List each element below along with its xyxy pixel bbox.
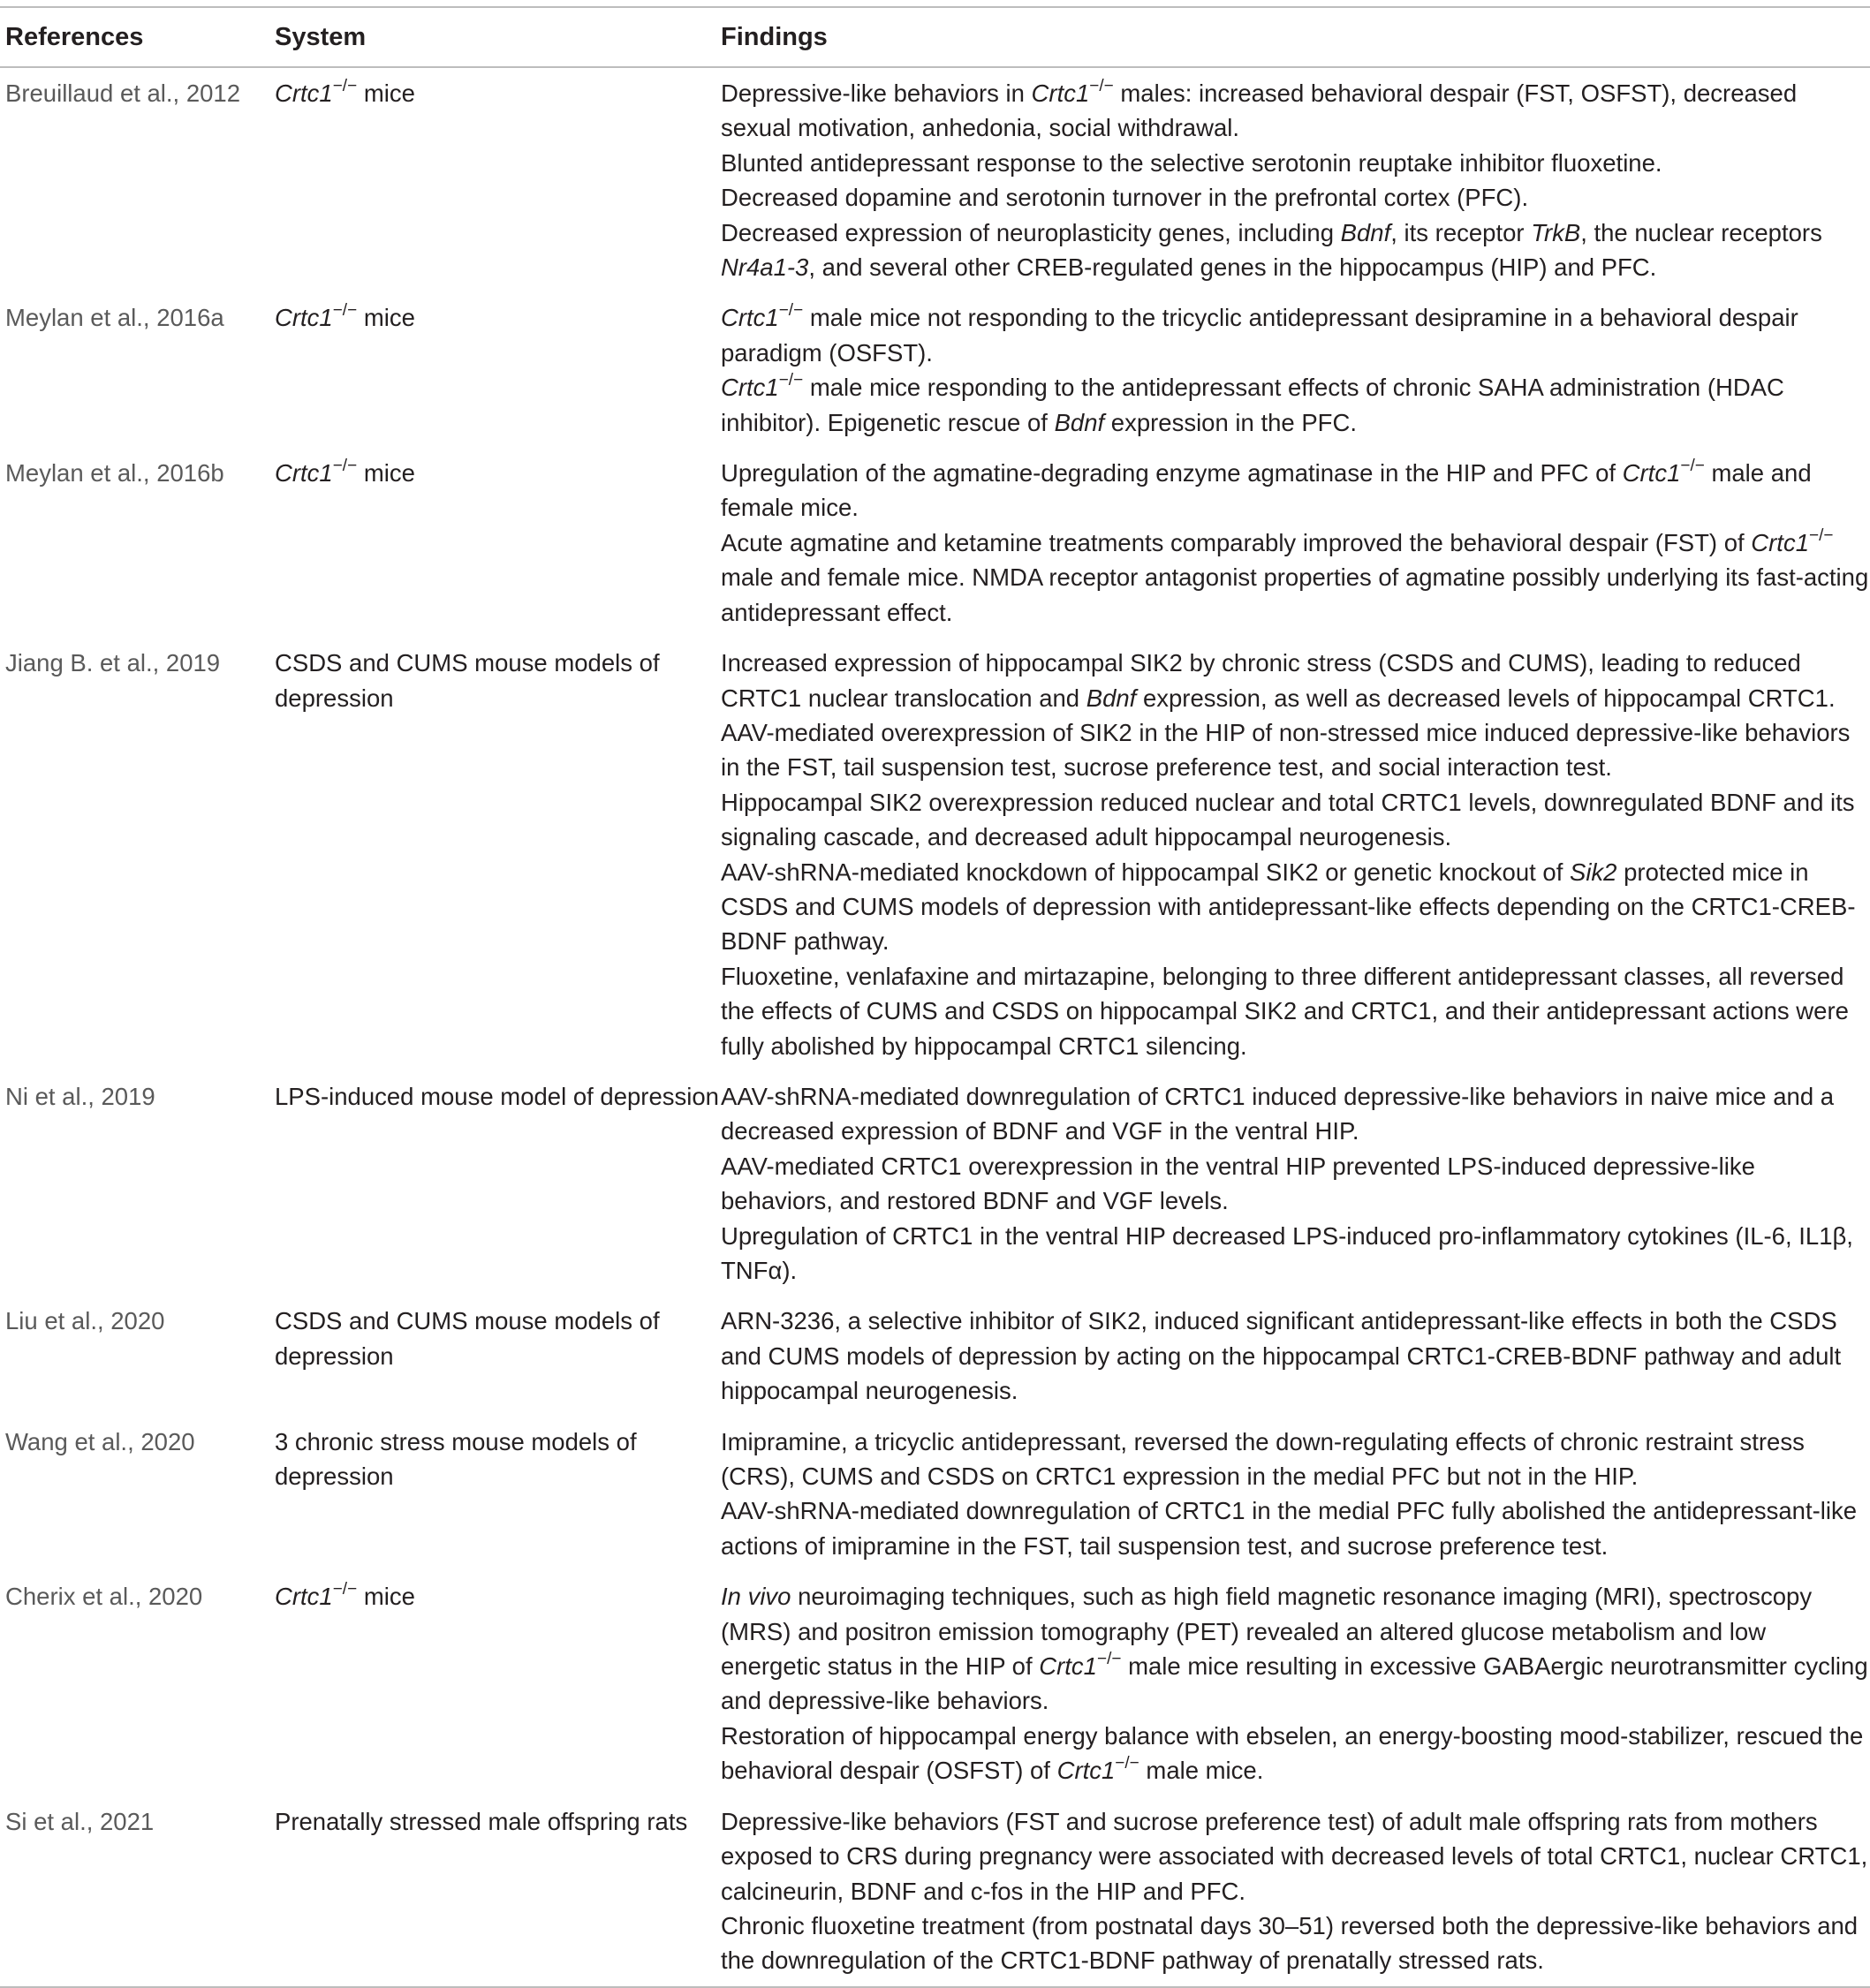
reference-cell: Breuillaud et al., 2012 [5, 79, 241, 107]
findings-cell [720, 292, 1870, 448]
system-cell: Crtc1−/− mice [275, 457, 415, 488]
reference-cell: Si et al., 2021 [5, 1807, 155, 1835]
findings-table-container [0, 6, 1870, 1988]
finding-text: Acute agmatine and ketamine treatments comparably improved the behavioral despair (FST) of Crtc1−/− male and female mice. NMDA receptor antagonist properties of agmatine possibly underlying its fast-acting antidepressant effect. [721, 525, 1869, 626]
finding-text: Imipramine, a tricyclic antidepressant, reversed the down-regulating effects of chronic restraint stress (CRS), CUMS and CSDS on CRTC1 expression in the medial PFC but not in the HIP. [721, 1427, 1805, 1491]
finding-text: In vivo neuroimaging techniques, such as high field magnetic resonance imaging (MRI), spectroscopy (MRS) and positron emission tomography (PET) revealed an altered glucose metabolism and low energetic status in the HIP of Crtc1−/− male mice resulting in excessive GABAergic neurotransmitter cycling and depressive-like behaviors. [721, 1583, 1868, 1715]
system-cell: CSDS and CUMS mouse models of depression [275, 649, 660, 712]
finding-text: Depressive-like behaviors in Crtc1−/− males: increased behavioral despair (FST, OSFST), decreased sexual motivation, anhedonia, social withdrawal. [721, 77, 1798, 142]
reference-cell: Jiang B. et al., 2019 [5, 649, 221, 677]
finding-text: Blunted antidepressant response to the selective serotonin reuptake inhibitor fluoxetine. [721, 148, 1662, 177]
system-cell: Crtc1−/− mice [275, 1580, 415, 1611]
table-row [0, 67, 1870, 292]
findings-table [0, 6, 1870, 1988]
findings-cell [720, 1796, 1870, 1987]
table-row [0, 1796, 1870, 1987]
table-row [0, 1071, 1870, 1296]
findings-cell [720, 1417, 1870, 1572]
finding-text: Fluoxetine, venlafaxine and mirtazapine, belonging to three different antidepressant classes, all reversed the effects of CUMS and CSDS on hippocampal SIK2 and CRTC1, and their antidepressant actions were fully abolished by hippocampal CRTC1 silencing. [721, 962, 1849, 1060]
system-cell: Prenatally stressed male offspring rats [275, 1807, 688, 1835]
findings-cell [720, 638, 1870, 1071]
reference-cell: Cherix et al., 2020 [5, 1583, 203, 1611]
system-cell: CSDS and CUMS mouse models of depression [275, 1307, 660, 1370]
header-references: References [5, 23, 144, 51]
finding-text: Crtc1−/− male mice not responding to the tricyclic antidepressant desipramine in a behavioral despair paradigm (OSFST). [721, 301, 1798, 367]
finding-text: AAV-shRNA-mediated downregulation of CRTC1 induced depressive-like behaviors in naive mice and a decreased expression of BDNF and VGF in the ventral HIP. [721, 1082, 1835, 1145]
reference-cell: Wang et al., 2020 [5, 1427, 195, 1455]
system-cell: 3 chronic stress mouse models of depression [275, 1427, 637, 1491]
table-row [0, 1417, 1870, 1572]
finding-text: Depressive-like behaviors (FST and sucrose preference test) of adult male offspring rats from mothers exposed to CRS during pregnancy were associated with decreased levels of total CRTC1, nuclear CRTC1, calcineurin, BDNF and c-fos in the HIP and PFC. [721, 1807, 1868, 1905]
finding-text: Upregulation of the agmatine-degrading enzyme agmatinase in the HIP and PFC of Crtc1−/− male and female mice. [721, 457, 1812, 522]
finding-text: AAV-mediated CRTC1 overexpression in the ventral HIP prevented LPS-induced depressive-like behaviors, and restored BDNF and VGF levels. [721, 1152, 1755, 1215]
table-body [0, 67, 1870, 1987]
finding-text: Crtc1−/− male mice responding to the antidepressant effects of chronic SAHA administration (HDAC inhibitor). Epigenetic rescue of Bdnf expression in the PFC. [721, 371, 1784, 436]
finding-text: Hippocampal SIK2 overexpression reduced nuclear and total CRTC1 levels, downregulated BDNF and its signaling cascade, and decreased adult hippocampal neurogenesis. [721, 788, 1855, 851]
system-cell: LPS-induced mouse model of depression [275, 1082, 719, 1110]
header-row [0, 7, 1870, 67]
finding-text: AAV-shRNA-mediated downregulation of CRTC1 in the medial PFC fully abolished the antidepressant-like actions of imipramine in the FST, tail suspension test, and sucrose preference test. [721, 1497, 1858, 1560]
finding-text: ARN-3236, a selective inhibitor of SIK2, induced significant antidepressant-like effects in both the CSDS and CUMS models of depression by acting on the hippocampal CRTC1-CREB-BDNF pathway and adult hippocampal neurogenesis. [721, 1307, 1842, 1405]
header-findings: Findings [721, 23, 828, 51]
system-cell: Crtc1−/− mice [275, 301, 415, 332]
finding-text: Restoration of hippocampal energy balance with ebselen, an energy-boosting mood-stabilizer, rescued the behavioral despair (OSFST) of Crtc1−/− male mice. [721, 1721, 1864, 1785]
finding-text: Upregulation of CRTC1 in the ventral HIP decreased LPS-induced pro-inflammatory cytokines (IL-6, IL1β, TNFα). [721, 1221, 1853, 1284]
table-row [0, 448, 1870, 638]
finding-text: Decreased expression of neuroplasticity genes, including Bdnf, its receptor TrkB, the nuclear receptors Nr4a1-3, and several other CREB-regulated genes in the hippocampus (HIP) and PFC. [721, 218, 1822, 282]
findings-cell [720, 1071, 1870, 1296]
finding-text: Increased expression of hippocampal SIK2 by chronic stress (CSDS and CUMS), leading to reduced CRTC1 nuclear translocation and Bdnf expression, as well as decreased levels of hippocampal CRTC1. [721, 649, 1836, 712]
findings-cell [720, 1571, 1870, 1795]
table-row [0, 292, 1870, 448]
reference-cell: Liu et al., 2020 [5, 1307, 165, 1335]
reference-cell: Meylan et al., 2016b [5, 459, 224, 488]
header-system: System [275, 23, 367, 51]
reference-cell: Ni et al., 2019 [5, 1082, 155, 1110]
findings-cell [720, 67, 1870, 292]
findings-cell [720, 1296, 1870, 1416]
system-cell: Crtc1−/− mice [275, 77, 415, 107]
table-row [0, 1296, 1870, 1416]
table-header [0, 7, 1870, 67]
finding-text: AAV-mediated overexpression of SIK2 in the HIP of non-stressed mice induced depressive-like behaviors in the FST, tail suspension test, sucrose preference test, and social interaction test. [721, 718, 1851, 782]
findings-cell [720, 448, 1870, 638]
finding-text: Decreased dopamine and serotonin turnover in the prefrontal cortex (PFC). [721, 184, 1529, 212]
finding-text: AAV-shRNA-mediated knockdown of hippocampal SIK2 or genetic knockout of Sik2 protected mice in CSDS and CUMS models of depression with antidepressant-like effects depending on the CRTC1-CREB-BDNF pathway. [721, 858, 1856, 956]
reference-cell: Meylan et al., 2016a [5, 304, 224, 332]
table-row [0, 638, 1870, 1071]
table-row [0, 1571, 1870, 1795]
finding-text: Chronic fluoxetine treatment (from postnatal days 30–51) reversed both the depressive-like behaviors and the downregulation of the CRTC1-BDNF pathway of prenatally stressed rats. [721, 1911, 1859, 1975]
